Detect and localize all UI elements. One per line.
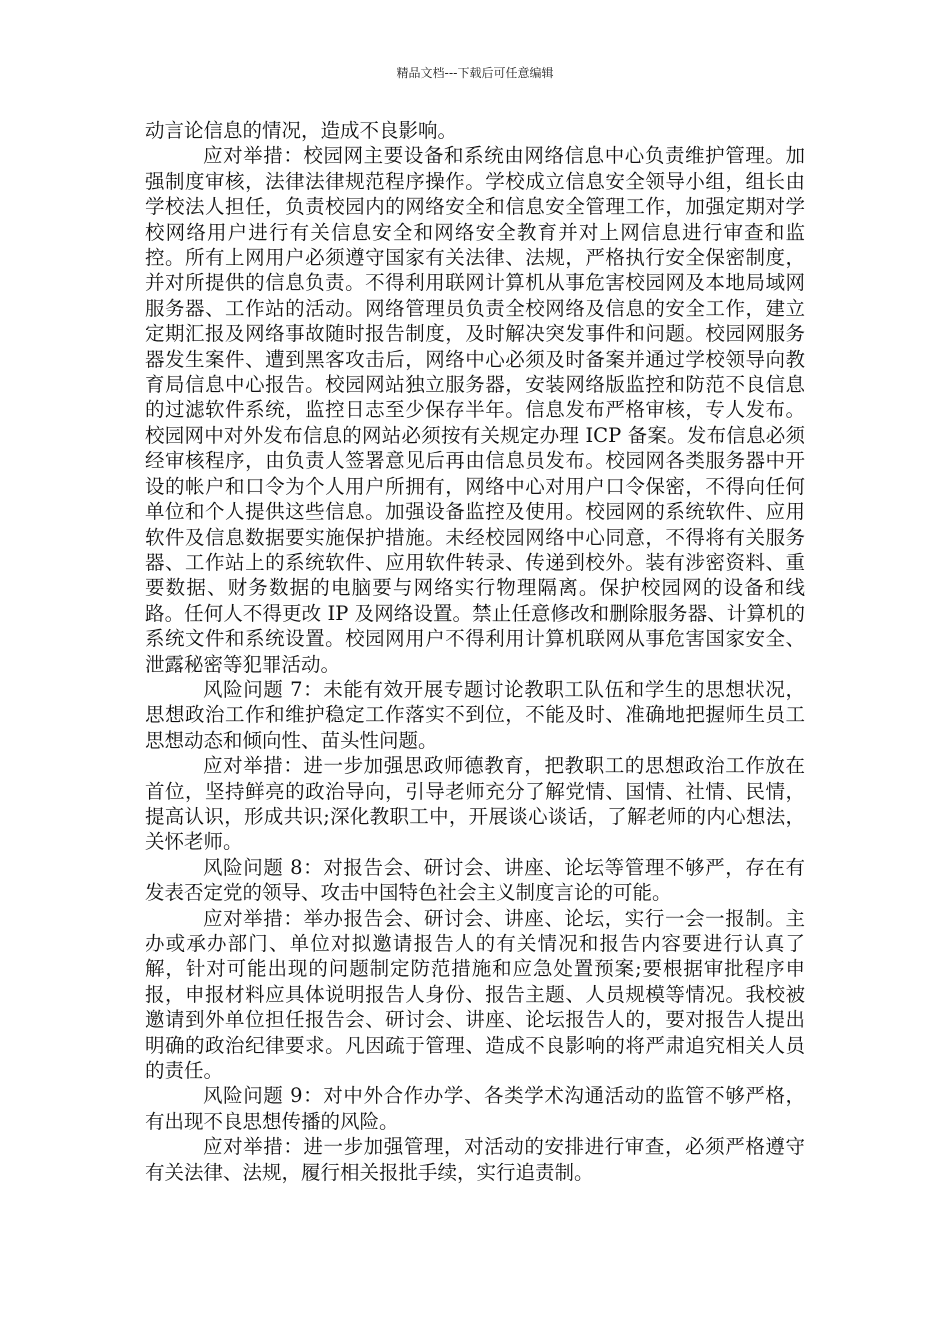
paragraph-risk-8: 风险问题 8：对报告会、研讨会、讲座、论坛等管理不够严，存在有发表否定党的领导、攻击中国特色社会主义制度言论的可能。 (145, 855, 805, 905)
document-body (145, 118, 805, 1185)
paragraph-measures-8: 应对举措：举办报告会、研讨会、讲座、论坛，实行一会一报制。主办或承办部门、单位对拟邀请报告人的有关情况和报告内容要进行认真了解，针对可能出现的问题制定防范措施和应急处置预案;要根据审批程序申报，申报材料应具体说明报告人身份、报告主题、人员规模等情况。我校被邀请到外单位担任报告会、研讨会、讲座、论坛报告人的，要对报告人提出明确的政治纪律要求。凡因疏于管理、造成不良影响的将严肃追究相关人员的责任。 (145, 906, 805, 1083)
paragraph-risk-7: 风险问题 7：未能有效开展专题讨论教职工队伍和学生的思想状况，思想政治工作和维护稳定工作落实不到位，不能及时、准确地把握师生员工思想动态和倾向性、苗头性问题。 (145, 677, 805, 752)
paragraph-measures-network: 应对举措：校园网主要设备和系统由网络信息中心负责维护管理。加强制度审核，法律法律规范程序操作。学校成立信息安全领导小组，组长由学校法人担任，负责校园内的网络安全和信息安全管理工作，加强定期对学校网络用户进行有关信息安全和网络安全教育并对上网信息进行审查和监控。所有上网用户必须遵守国家有关法律、法规，严格执行安全保密制度，并对所提供的信息负责。不得利用联网计算机从事危害校园网及本地局域网服务器、工作站的活动。网络管理员负责全校网络及信息的安全工作，建立定期汇报及网络事故随时报告制度，及时解决突发事件和问题。校园网服务器发生案件、遭到黑客攻击后，网络中心必须及时备案并通过学校领导向教育局信息中心报告。校园网站独立服务器，安装网络版监控和防范不良信息的过滤软件系统，监控日志至少保存半年。信息发布严格审核，专人发布。校园网中对外发布信息的网站必须按有关规定办理 ICP 备案。发布信息必须经审核程序，由负责人签署意见后再由信息员发布。校园网各类服务器中开设的帐户和口令为个人用户所拥有，网络中心对用户口令保密，不得向任何单位和个人提供这些信息。加强设备监控及使用。校园网的系统软件、应用软件及信息数据要实施保护措施。未经校园网络中心同意，不得将有关服务器、工作站上的系统软件、应用软件转录、传递到校外。装有涉密资料、重要数据、财务数据的电脑要与网络实行物理隔离。保护校园网的设备和线路。任何人不得更改 IP 及网络设置。禁止任意修改和删除服务器、计算机的系统文件和系统设置。校园网用户不得利用计算机联网从事危害国家安全、泄露秘密等犯罪活动。 (145, 144, 805, 676)
paragraph-measures-7: 应对举措：进一步加强思政师德教育，把教职工的思想政治工作放在首位，坚持鲜亮的政治导向，引导老师充分了解党情、国情、社情、民情，提高认识，形成共识;深化教职工中，开展谈心谈话，了解老师的内心想法，关怀老师。 (145, 754, 805, 854)
paragraph-continuation: 动言论信息的情况，造成不良影响。 (145, 119, 458, 142)
page-header: 精品文档---下载后可任意编辑 (396, 66, 554, 80)
paragraph-measures-9: 应对举措：进一步加强管理，对活动的安排进行审查，必须严格遵守有关法律、法规，履行相关报批手续，实行追责制。 (145, 1135, 805, 1184)
paragraph-risk-9: 风险问题 9：对中外合作办学、各类学术沟通活动的监管不够严格，有出现不良思想传播的风险。 (145, 1084, 805, 1133)
